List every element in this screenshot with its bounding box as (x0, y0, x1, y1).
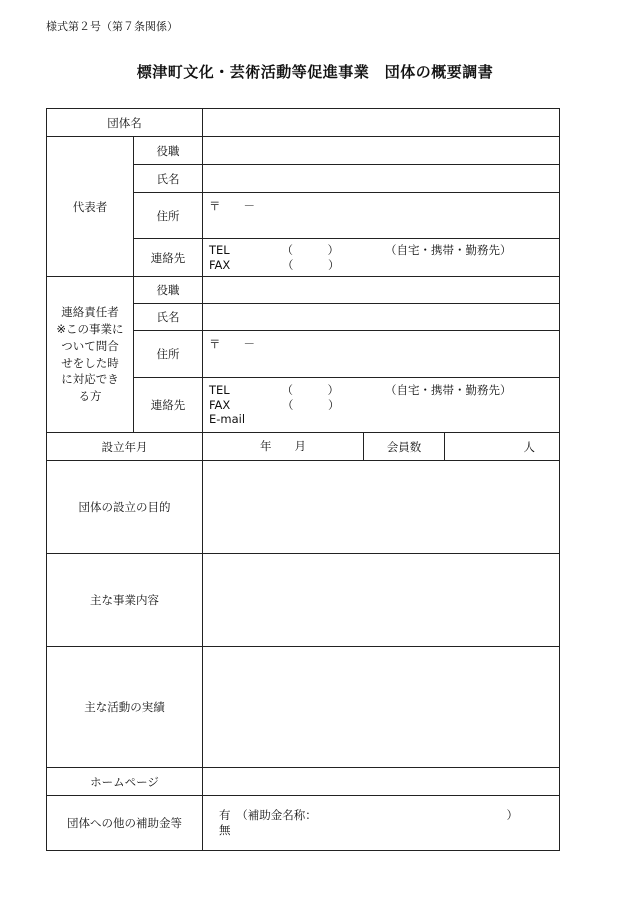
rep-name-field[interactable] (203, 165, 560, 193)
form-number: 様式第２号（第７条関係） (46, 20, 178, 33)
contact-person-label: 連絡責任者 ※この事業に ついて問合 せをした時 に対応でき る方 (47, 277, 134, 433)
cp-name-field[interactable] (203, 304, 560, 331)
rep-tel-line: TEL （ ） （自宅・携帯・勤務先） (209, 242, 512, 257)
homepage-label: ホームページ (47, 768, 203, 796)
cp-address-label: 住所 (134, 331, 203, 378)
cp-contact-label: 連絡先 (134, 378, 203, 433)
group-name-label: 団体名 (47, 109, 203, 137)
business-field[interactable] (203, 554, 560, 647)
cp-postal-mark: 〒 － (209, 337, 255, 351)
cp-name-label: 氏名 (134, 304, 203, 331)
row-group-name (47, 109, 560, 137)
purpose-label: 団体の設立の目的 (47, 461, 203, 554)
row-homepage (47, 768, 560, 796)
cp-address-field[interactable] (203, 331, 560, 378)
document-title: 標津町文化・芸術活動等促進事業 団体の概要調書 (136, 63, 494, 81)
homepage-field[interactable] (203, 768, 560, 796)
rep-role-label: 役職 (134, 137, 203, 165)
cp-tel-line: TEL （ ） （自宅・携帯・勤務先） (209, 382, 512, 397)
business-label: 主な事業内容 (47, 554, 203, 647)
members-field[interactable]: 人 (445, 433, 560, 461)
row-rep-role (47, 137, 560, 165)
achievements-label: 主な活動の実績 (47, 647, 203, 768)
representative-label: 代表者 (47, 137, 134, 277)
cp-role-field[interactable] (203, 277, 560, 304)
overview-table (46, 108, 560, 851)
row-achievements (47, 647, 560, 768)
row-purpose (47, 461, 560, 554)
rep-postal-mark: 〒 － (209, 199, 255, 213)
row-founded (47, 433, 560, 461)
group-name-field[interactable] (203, 109, 560, 137)
rep-address-field[interactable] (203, 193, 560, 239)
founded-field[interactable]: 年 月 (203, 433, 364, 461)
founded-label: 設立年月 (47, 433, 203, 461)
rep-role-field[interactable] (203, 137, 560, 165)
rep-contact-field[interactable] (203, 239, 560, 277)
subsidy-field[interactable] (203, 796, 560, 851)
subsidy-no-line[interactable]: 無 (219, 823, 231, 837)
row-cp-role (47, 277, 560, 304)
subsidy-yes-line[interactable]: 有 （補助金名称： ） (219, 808, 518, 823)
row-subsidy (47, 796, 560, 851)
cp-email-line: E-mail (209, 412, 246, 427)
rep-name-label: 氏名 (134, 165, 203, 193)
members-label: 会員数 (364, 433, 445, 461)
row-business (47, 554, 560, 647)
cp-role-label: 役職 (134, 277, 203, 304)
rep-fax-line: FAX （ ） (209, 257, 340, 272)
subsidy-label: 団体への他の補助金等 (47, 796, 203, 851)
rep-contact-label: 連絡先 (134, 239, 203, 277)
achievements-field[interactable] (203, 647, 560, 768)
rep-address-label: 住所 (134, 193, 203, 239)
purpose-field[interactable] (203, 461, 560, 554)
cp-contact-field[interactable] (203, 378, 560, 433)
cp-fax-line: FAX （ ） (209, 397, 340, 412)
